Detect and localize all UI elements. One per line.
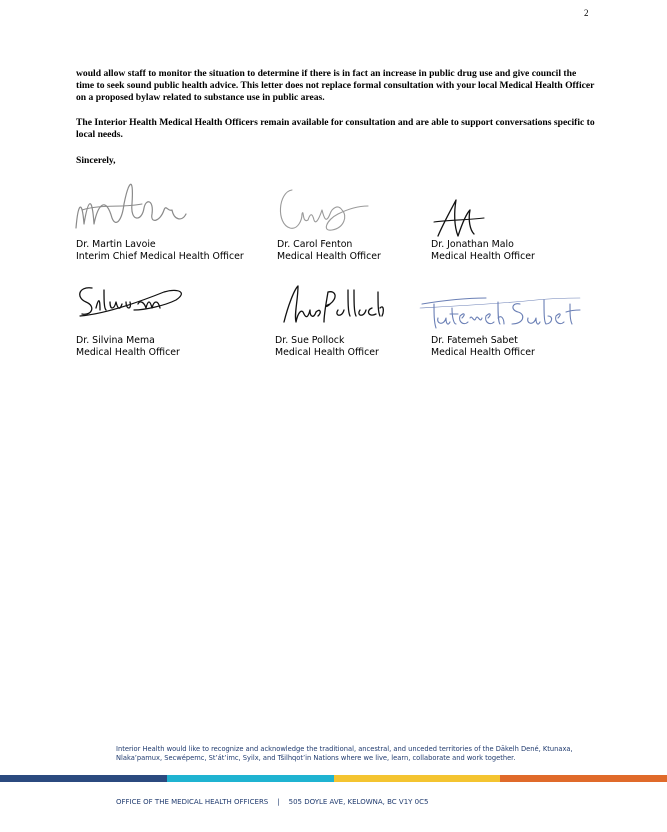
- signatory-title: Interim Chief Medical Health Officer: [76, 251, 244, 262]
- color-segment: [167, 775, 334, 782]
- signatory-name: Dr. Martin Lavoie: [76, 239, 156, 250]
- footer-color-bar: [0, 775, 667, 782]
- signatory: [76, 239, 244, 263]
- color-segment: [0, 775, 167, 782]
- signatory: [431, 335, 535, 359]
- signatory-title: Medical Health Officer: [76, 347, 180, 358]
- signature-mema: [74, 280, 188, 326]
- signatory-title: Medical Health Officer: [277, 251, 381, 262]
- body-paragraph: The Interior Health Medical Health Officers remain available for consultation and are able to support conversations specific to local needs.: [76, 117, 595, 140]
- signatory-title: Medical Health Officer: [275, 347, 379, 358]
- signatory-name: Dr. Fatemeh Sabet: [431, 335, 518, 346]
- signatory-name: Dr. Silvina Mema: [76, 335, 155, 346]
- footer-street-address: 505 DOYLE AVE, KELOWNA, BC V1Y 0C5: [288, 798, 429, 806]
- signature-pollock: [274, 282, 386, 328]
- signatory-title: Medical Health Officer: [431, 347, 535, 358]
- signatory-name: Dr. Sue Pollock: [275, 335, 345, 346]
- signature-lavoie: [72, 164, 192, 236]
- color-segment: [500, 775, 667, 782]
- signatory: [277, 239, 381, 263]
- land-acknowledgement: Interior Health would like to recognize and acknowledge the traditional, ancestral, and unceded territories of the Dākelh Dené, Ktunaxa, Nlaka’pamux, Secwépemc, St’át’imc, Syilx, and Tšilhqot’in Nations where we live, learn, collaborate and work together.: [116, 745, 573, 762]
- color-segment: [334, 775, 501, 782]
- signatory-name: Dr. Jonathan Malo: [431, 239, 514, 250]
- footer-office: OFFICE OF THE MEDICAL HEALTH OFFICERS: [116, 798, 269, 806]
- signature-fenton: [272, 180, 372, 238]
- signatory-name: Dr. Carol Fenton: [277, 239, 353, 250]
- body-paragraph: would allow staff to monitor the situation to determine if there is in fact an increase in public drug use and give council the time to seek sound public health advice. This letter does not replace formal consultation with your local Medical Health Officer on a proposed bylaw related to substance use in public areas.: [76, 68, 595, 103]
- signature-sabet: [416, 290, 582, 332]
- footer-address: [116, 798, 428, 806]
- footer-separator: |: [277, 798, 280, 806]
- signatory-title: Medical Health Officer: [431, 251, 535, 262]
- page-number: 2: [584, 8, 589, 18]
- signatory: [275, 335, 379, 359]
- closing-salutation: Sincerely,: [76, 155, 116, 166]
- signatory: [431, 239, 535, 263]
- signature-malo: [432, 196, 488, 240]
- signatory: [76, 335, 180, 359]
